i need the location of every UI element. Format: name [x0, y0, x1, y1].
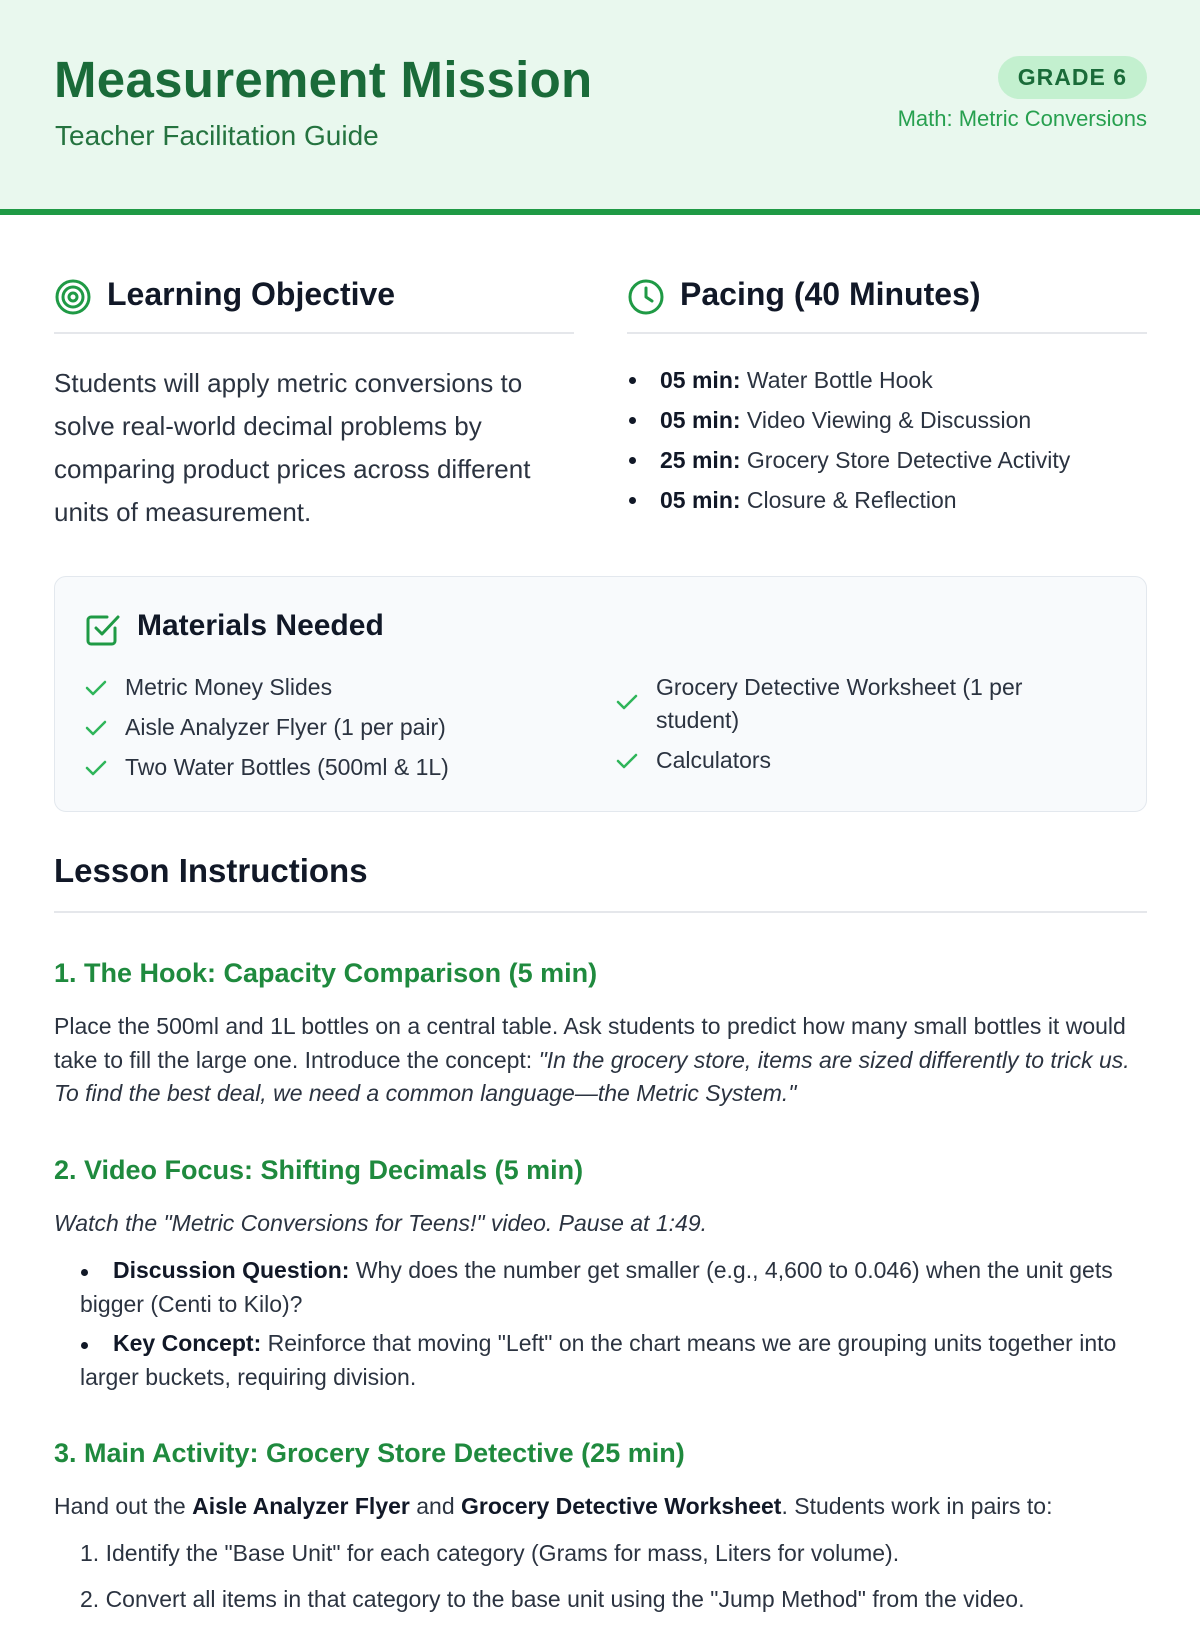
step3-steps — [80, 1537, 1147, 1628]
objective-header — [54, 270, 574, 334]
page-header — [0, 0, 1200, 215]
materials-list-left — [85, 671, 565, 791]
pacing-list — [627, 360, 1070, 520]
objective-text: Students will apply metric conversions to solve real-world decimal problems by comparing product prices across different units of measurement. — [54, 368, 531, 527]
material-label: Grocery Detective Worksheet (1 per student) — [656, 674, 1023, 733]
step2-bullet — [80, 1327, 1147, 1394]
pacing-time: 05 min: — [660, 367, 741, 393]
check-icon — [616, 752, 638, 770]
check-icon — [85, 719, 107, 737]
objective-heading: Learning Objective — [107, 276, 396, 312]
check-icon — [85, 679, 107, 697]
materials-card — [54, 576, 1147, 812]
pacing-heading: Pacing (40 Minutes) — [680, 276, 981, 312]
material-item — [85, 751, 565, 784]
pacing-item — [627, 480, 1070, 520]
subject-label: Math: Metric Conversions — [897, 106, 1147, 131]
checkbox-icon — [85, 611, 121, 647]
step2-title: 2. Video Focus: Shifting Decimals (5 min) — [54, 1155, 584, 1185]
page-subtitle: Teacher Facilitation Guide — [55, 120, 379, 151]
pacing-label: Video Viewing & Discussion — [746, 407, 1032, 433]
pacing-time: 05 min: — [660, 487, 741, 513]
flyer-name: Aisle Analyzer Flyer — [192, 1493, 410, 1519]
bullet-text: Why does the number get smaller (e.g., 4,600 to 0.046) when the unit gets bigger (Centi to Kilo)? — [80, 1257, 1113, 1317]
pacing-header — [627, 270, 1147, 334]
check-icon — [616, 693, 638, 711]
pacing-label: Water Bottle Hook — [746, 367, 933, 393]
material-item — [616, 671, 1086, 737]
clock-icon — [627, 278, 665, 316]
step3-title: 3. Main Activity: Grocery Store Detective (25 min) — [54, 1438, 685, 1468]
pacing-label: Grocery Store Detective Activity — [746, 447, 1071, 473]
step3-intro-c: . Students work in pairs to: — [781, 1493, 1053, 1519]
step3-intro-a: Hand out the — [54, 1493, 193, 1519]
materials-list-right — [616, 671, 1086, 784]
pacing-item — [627, 360, 1070, 400]
step2-bullet — [80, 1254, 1147, 1321]
step3-intro-b: and — [409, 1493, 462, 1519]
lesson-heading: Lesson Instructions — [54, 852, 1147, 913]
pacing-time: 25 min: — [660, 447, 741, 473]
check-icon — [85, 759, 107, 777]
pacing-item — [627, 440, 1070, 480]
material-label: Metric Money Slides — [125, 674, 333, 700]
pacing-time: 05 min: — [660, 407, 741, 433]
step1-body: Place the 500ml and 1L bottles on a central table. Ask students to predict how many small bottles it would take to fill the large one. Introduce the concept: — [54, 1013, 1126, 1073]
page-title: Measurement Mission — [54, 51, 593, 108]
step1-quote: "In the grocery store, items are sized differently to trick us. To find the best deal, we need a common language—the Metric System." — [54, 1046, 1130, 1106]
step1-title: 1. The Hook: Capacity Comparison (5 min) — [54, 958, 598, 988]
step2-bullets — [80, 1254, 1147, 1400]
grade-badge: GRADE 6 — [998, 56, 1147, 99]
material-label: Two Water Bottles (500ml & 1L) — [125, 754, 449, 780]
material-item — [85, 711, 565, 744]
material-label: Aisle Analyzer Flyer (1 per pair) — [125, 714, 446, 740]
material-item — [85, 671, 565, 704]
step2-intro — [54, 1207, 1147, 1241]
target-icon — [54, 278, 92, 316]
pacing-item — [627, 400, 1070, 440]
bullet-text: Reinforce that moving "Left" on the chart means we are grouping units together into larger buckets, requiring division. — [80, 1330, 1117, 1390]
bullet-label: Discussion Question: — [113, 1257, 350, 1283]
step3-step: 1. Identify the "Base Unit" for each category (Grams for mass, Liters for volume). — [80, 1540, 900, 1566]
step1-text — [54, 1010, 1147, 1111]
material-item — [616, 744, 1086, 777]
pacing-label: Closure & Reflection — [746, 487, 957, 513]
material-label: Calculators — [656, 747, 772, 773]
step3-step: 2. Convert all items in that category to the base unit using the "Jump Method" from the video. — [80, 1585, 1025, 1612]
worksheet-name: Grocery Detective Worksheet — [461, 1493, 782, 1519]
bullet-label: Key Concept: — [113, 1330, 262, 1356]
step3-intro — [54, 1490, 1147, 1524]
materials-heading: Materials Needed — [137, 609, 384, 642]
step2-intro-text: Watch the "Metric Conversions for Teens!" video. Pause at 1:49. — [54, 1210, 707, 1236]
